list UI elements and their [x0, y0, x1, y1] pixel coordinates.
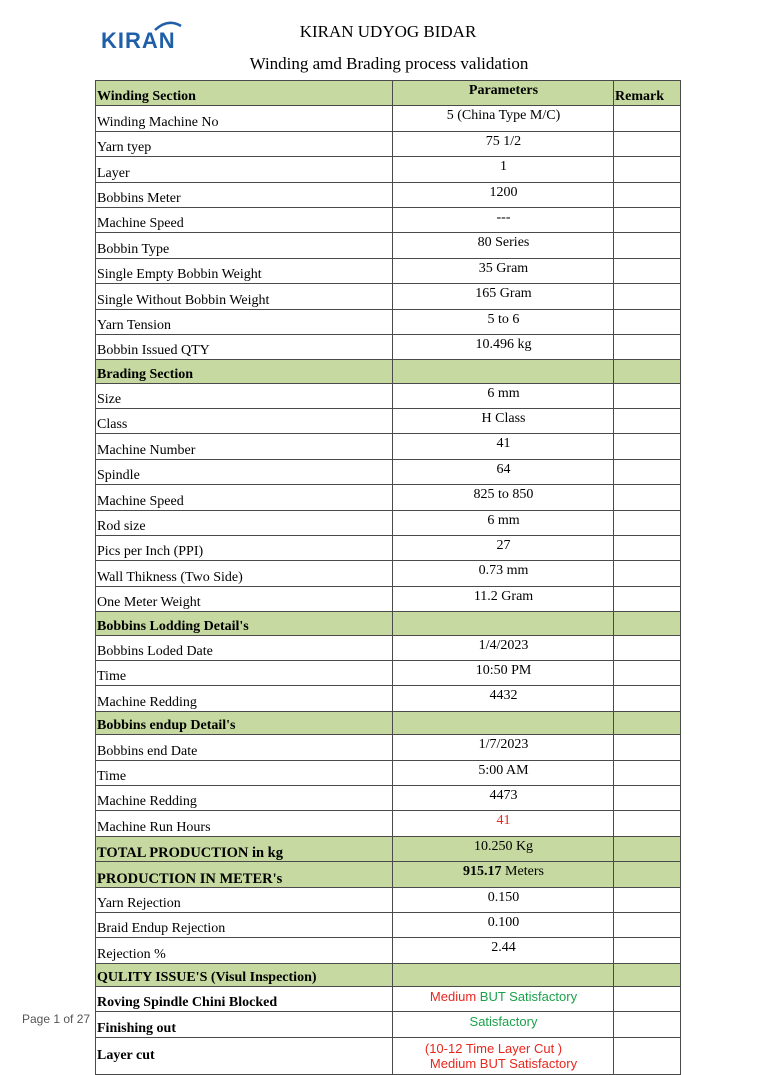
row-value: 5:00 AM [393, 760, 614, 785]
row-label: Spindle [96, 459, 393, 484]
row-label: Time [96, 760, 393, 785]
remark-header: Remark [614, 81, 681, 106]
row-remark [614, 106, 681, 131]
row-label: Layer [96, 157, 393, 182]
table-row [96, 586, 681, 611]
table-row [96, 561, 681, 586]
row-value: 10.496 kg [393, 334, 614, 359]
row-label: Wall Thikness (Two Side) [96, 561, 393, 586]
section-fill [393, 360, 614, 383]
row-value: 1 [393, 157, 614, 182]
row-value: 11.2 Gram [393, 586, 614, 611]
roving-remark-value [393, 987, 614, 1012]
section-header-winding: Winding Section [96, 81, 393, 106]
table-row [96, 106, 681, 131]
section-header-quality: QULITY ISSUE'S (Visul Inspection) [96, 963, 393, 986]
row-remark [614, 536, 681, 561]
section-header-endup: Bobbins endup Detail's [96, 711, 393, 734]
row-label: Yarn tyep [96, 131, 393, 156]
row-label: Bobbin Type [96, 233, 393, 258]
total-production-label: TOTAL PRODUCTION in kg [96, 836, 393, 861]
table-row [96, 760, 681, 785]
section-fill [393, 711, 614, 734]
row-value: 6 mm [393, 510, 614, 535]
section-row [96, 360, 681, 383]
row-remark [614, 1037, 681, 1074]
row-value: 0.100 [393, 912, 614, 937]
table-row [96, 785, 681, 810]
table-row [96, 309, 681, 334]
section-fill [614, 963, 681, 986]
row-value: --- [393, 207, 614, 232]
document-title: Winding amd Brading process validation [249, 54, 529, 73]
row-remark [614, 157, 681, 182]
row-value: 41 [393, 434, 614, 459]
production-meters-unit: Meters [501, 864, 544, 880]
row-value: 27 [393, 536, 614, 561]
table-row [96, 660, 681, 685]
validation-table [95, 80, 681, 1075]
row-remark [614, 912, 681, 937]
row-label: Bobbins end Date [96, 735, 393, 760]
table-row [96, 510, 681, 535]
row-label: Rejection % [96, 938, 393, 963]
row-remark [614, 735, 681, 760]
row-label: Layer cut [96, 1037, 393, 1074]
table-row [96, 536, 681, 561]
row-remark [614, 586, 681, 611]
row-remark [614, 182, 681, 207]
layer-cut-note: (10-12 Time Layer Cut ) [424, 1040, 563, 1056]
row-value: 6 mm [393, 383, 614, 408]
row-label: Single Empty Bobbin Weight [96, 258, 393, 283]
header-row [96, 81, 681, 106]
row-remark [614, 131, 681, 156]
production-meters-number: 915.17 [463, 864, 502, 880]
row-label: One Meter Weight [96, 586, 393, 611]
table-row [96, 207, 681, 232]
medium-text: Medium [429, 989, 480, 1005]
table-row [96, 987, 681, 1012]
row-value: 64 [393, 459, 614, 484]
table-row [96, 233, 681, 258]
row-value: 1/7/2023 [393, 735, 614, 760]
row-label: Bobbins Meter [96, 182, 393, 207]
row-label: Machine Run Hours [96, 811, 393, 836]
row-value: 5 (China Type M/C) [393, 106, 614, 131]
row-value: 5 to 6 [393, 309, 614, 334]
row-value: 0.150 [393, 887, 614, 912]
row-remark [614, 938, 681, 963]
row-label: Class [96, 409, 393, 434]
table-row [96, 811, 681, 836]
parameters-header: Parameters [393, 81, 614, 106]
table-row [96, 459, 681, 484]
row-label: Bobbins Loded Date [96, 635, 393, 660]
row-remark [614, 434, 681, 459]
row-remark [614, 383, 681, 408]
row-label: Yarn Rejection [96, 887, 393, 912]
table-row [96, 334, 681, 359]
row-label: Roving Spindle Chini Blocked [96, 987, 393, 1012]
table-row [96, 635, 681, 660]
production-meters-label: PRODUCTION IN METER's [96, 862, 393, 887]
section-fill [393, 612, 614, 635]
row-value: 75 1/2 [393, 131, 614, 156]
satisfactory-text: BUT Satisfactory [479, 1055, 578, 1071]
section-fill [614, 862, 681, 887]
row-value: 1200 [393, 182, 614, 207]
table-row [96, 1037, 681, 1074]
row-value: 80 Series [393, 233, 614, 258]
section-fill [614, 836, 681, 861]
table-row [96, 485, 681, 510]
row-remark [614, 334, 681, 359]
row-value: 2.44 [393, 938, 614, 963]
row-remark [614, 309, 681, 334]
row-value: 1/4/2023 [393, 635, 614, 660]
total-production-row [96, 836, 681, 861]
row-label: Machine Redding [96, 785, 393, 810]
row-label: Winding Machine No [96, 106, 393, 131]
row-remark [614, 660, 681, 685]
table-row [96, 182, 681, 207]
row-remark [614, 284, 681, 309]
row-remark [614, 1012, 681, 1037]
section-header-lodding: Bobbins Lodding Detail's [96, 612, 393, 635]
section-fill [614, 360, 681, 383]
table-row [96, 157, 681, 182]
row-label: Yarn Tension [96, 309, 393, 334]
table-row [96, 258, 681, 283]
row-remark [614, 760, 681, 785]
row-remark [614, 510, 681, 535]
row-value: 10:50 PM [393, 660, 614, 685]
row-value: 165 Gram [393, 284, 614, 309]
production-meters-row [96, 862, 681, 887]
row-remark [614, 811, 681, 836]
table-row [96, 131, 681, 156]
satisfactory-text: BUT Satisfactory [479, 989, 578, 1005]
row-remark [614, 485, 681, 510]
row-value: 0.73 mm [393, 561, 614, 586]
row-label: Machine Speed [96, 207, 393, 232]
page-footer: Page 1 of 27 [22, 1012, 91, 1026]
section-row [96, 963, 681, 986]
row-remark [614, 561, 681, 586]
row-remark [614, 233, 681, 258]
production-meters-value [393, 862, 614, 887]
medium-text: Medium [429, 1055, 480, 1071]
row-label: Machine Speed [96, 485, 393, 510]
row-remark [614, 887, 681, 912]
section-fill [614, 711, 681, 734]
row-remark [614, 686, 681, 711]
logo-text: KIRAN [101, 28, 176, 53]
row-remark [614, 785, 681, 810]
table-row [96, 938, 681, 963]
row-value: 35 Gram [393, 258, 614, 283]
row-label: Rod size [96, 510, 393, 535]
row-label: Size [96, 383, 393, 408]
row-label: Pics per Inch (PPI) [96, 536, 393, 561]
row-label: Single Without Bobbin Weight [96, 284, 393, 309]
total-production-value: 10.250 Kg [393, 836, 614, 861]
row-value: 4432 [393, 686, 614, 711]
table-row [96, 284, 681, 309]
section-fill [393, 963, 614, 986]
row-remark [614, 258, 681, 283]
row-label: Braid Endup Rejection [96, 912, 393, 937]
table-row [96, 887, 681, 912]
row-remark [614, 409, 681, 434]
table-row [96, 912, 681, 937]
row-value: 825 to 850 [393, 485, 614, 510]
row-remark [614, 459, 681, 484]
row-remark [614, 635, 681, 660]
section-row [96, 711, 681, 734]
row-remark [614, 207, 681, 232]
table-row [96, 409, 681, 434]
section-fill [614, 612, 681, 635]
table-row [96, 686, 681, 711]
table-row [96, 383, 681, 408]
run-hours-value: 41 [393, 811, 614, 836]
table-row [96, 434, 681, 459]
table-row [96, 1012, 681, 1037]
table-row [96, 735, 681, 760]
row-label: Bobbin Issued QTY [96, 334, 393, 359]
row-value: H Class [393, 409, 614, 434]
row-label: Time [96, 660, 393, 685]
finishing-value: Satisfactory [393, 1012, 614, 1037]
row-label: Finishing out [96, 1012, 393, 1037]
row-remark [614, 987, 681, 1012]
row-value: 4473 [393, 785, 614, 810]
section-header-brading: Brading Section [96, 360, 393, 383]
layer-cut-value [393, 1037, 614, 1074]
section-row [96, 612, 681, 635]
row-label: Machine Number [96, 434, 393, 459]
row-label: Machine Redding [96, 686, 393, 711]
company-name: KIRAN UDYOG BIDAR [299, 22, 477, 41]
